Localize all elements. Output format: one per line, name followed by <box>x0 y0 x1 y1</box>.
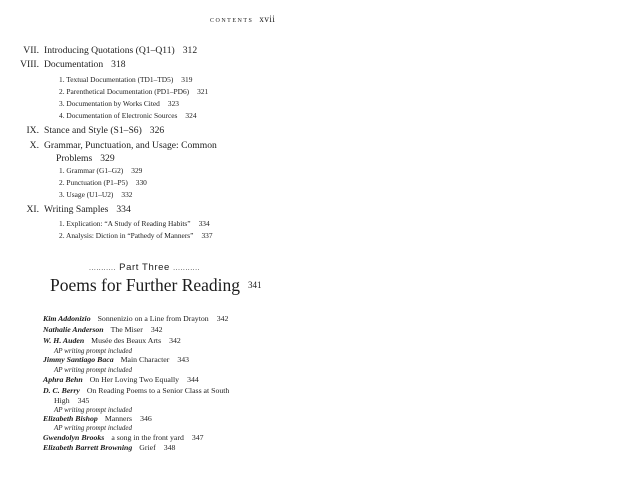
entry-note: AP writing prompt included <box>54 347 132 355</box>
entry-title: On Reading Poems to a Senior Class at South <box>86 386 230 395</box>
toc-entry <box>43 355 189 364</box>
entry-title: Musée des Beaux Arts <box>91 336 162 345</box>
entry-page: 348 <box>163 443 176 452</box>
entry-title: a song in the front yard <box>111 433 184 442</box>
section-number: X. <box>29 140 39 151</box>
part-title-page: 341 <box>248 280 262 290</box>
subsection-title: 3. Documentation by Works Cited <box>59 99 160 108</box>
entry-page: 342 <box>150 325 163 334</box>
toc-subsection <box>59 178 147 187</box>
entry-page: 347 <box>191 433 204 442</box>
section-page: 329 <box>100 153 115 164</box>
part-dots-right: ........... <box>173 265 201 272</box>
entry-note: AP writing prompt included <box>54 424 132 432</box>
entry-title: Sonnenizio on a Line from Drayton <box>97 314 209 323</box>
section-page: 312 <box>182 45 198 56</box>
part-dots-left: ........... <box>89 265 116 272</box>
toc-entry <box>43 336 181 345</box>
subsection-page: 337 <box>201 231 213 240</box>
entry-page: 345 <box>77 396 90 405</box>
section-number: VIII. <box>20 59 39 70</box>
entry-author: W. H. Auden <box>43 336 85 345</box>
subsection-page: 319 <box>181 75 193 84</box>
entry-author: Jimmy Santiago Baca <box>43 355 114 364</box>
subsection-page: 324 <box>185 111 197 120</box>
entry-title-continued: High <box>54 396 70 405</box>
entry-note: AP writing prompt included <box>54 366 132 374</box>
toc-section <box>17 204 131 215</box>
entry-title: Main Character <box>120 355 170 364</box>
toc-section <box>17 59 126 70</box>
subsection-page: 323 <box>167 99 179 108</box>
toc-entry <box>43 314 228 323</box>
subsection-title: 1. Explication: “A Study of Reading Habits” <box>59 219 191 228</box>
entry-title: On Her Loving Two Equally <box>89 375 180 384</box>
entry-author: Nathalie Anderson <box>43 325 104 334</box>
entry-page: 344 <box>187 375 199 384</box>
section-title: Stance and Style (S1–S6) <box>44 125 142 136</box>
toc-subsection <box>59 111 197 120</box>
toc-section <box>17 125 164 136</box>
section-number: XI. <box>26 204 39 215</box>
toc-subsection <box>59 166 142 175</box>
subsection-page: 321 <box>197 87 209 96</box>
part-heading <box>89 262 200 273</box>
toc-entry <box>43 375 199 384</box>
toc-subsection <box>59 219 210 228</box>
entry-page: 342 <box>169 336 181 345</box>
subsection-title: 1. Textual Documentation (TD1–TD5) <box>59 75 174 84</box>
subsection-title: 1. Grammar (G1–G2) <box>59 166 124 175</box>
running-head-page: xvii <box>259 14 276 24</box>
entry-page: 346 <box>140 414 152 423</box>
running-head <box>210 14 275 24</box>
subsection-page: 330 <box>135 178 147 187</box>
toc-subsection <box>59 99 179 108</box>
subsection-title: 3. Usage (U1–U2) <box>59 190 114 199</box>
section-title: Introducing Quotations (Q1–Q11) <box>44 45 175 56</box>
section-title: Grammar, Punctuation, and Usage: Common <box>44 140 217 151</box>
toc-section-continued <box>56 153 115 164</box>
toc-section <box>17 45 197 56</box>
subsection-title: 2. Analysis: Diction in “Pathedy of Manners” <box>59 231 194 240</box>
toc-entry <box>43 325 163 334</box>
section-page: 318 <box>111 59 126 70</box>
entry-title: Manners <box>104 414 133 423</box>
toc-entry <box>43 386 229 395</box>
section-page: 334 <box>116 204 131 215</box>
part-title-text: Poems for Further Reading <box>50 275 241 295</box>
subsection-page: 332 <box>121 190 133 199</box>
toc-subsection <box>59 87 208 96</box>
subsection-title: 4. Documentation of Electronic Sources <box>59 111 178 120</box>
section-title: Writing Samples <box>44 204 109 215</box>
toc-section <box>17 140 217 151</box>
entry-author: Aphra Behn <box>43 375 83 384</box>
running-head-label: contents <box>210 15 254 24</box>
entry-author: Elizabeth Bishop <box>43 414 98 423</box>
subsection-page: 334 <box>198 219 210 228</box>
subsection-title: 2. Punctuation (P1–P5) <box>59 178 128 187</box>
entry-author: D. C. Berry <box>43 386 80 395</box>
entry-author: Gwendolyn Brooks <box>43 433 105 442</box>
toc-subsection <box>59 190 132 199</box>
part-title <box>50 275 262 296</box>
entry-title: Grief <box>139 443 156 452</box>
toc-entry <box>43 414 152 423</box>
entry-title: The Miser <box>110 325 143 334</box>
section-page: 326 <box>149 125 165 136</box>
toc-entry <box>43 443 175 452</box>
section-title: Documentation <box>44 59 104 70</box>
entry-continued <box>54 396 89 405</box>
toc-subsection <box>59 75 192 84</box>
section-number: IX. <box>26 125 39 136</box>
subsection-title: 2. Parenthetical Documentation (PD1–PD6) <box>59 87 190 96</box>
part-label: Part Three <box>119 262 170 273</box>
section-number: VII. <box>23 45 39 56</box>
entry-page: 343 <box>177 355 190 364</box>
entry-author: Elizabeth Barrett Browning <box>43 443 133 452</box>
toc-entry <box>43 433 204 442</box>
toc-subsection <box>59 231 213 240</box>
subsection-page: 329 <box>131 166 143 175</box>
section-title-continued: Problems <box>56 153 93 164</box>
entry-author: Kim Addonizio <box>43 314 91 323</box>
entry-note: AP writing prompt included <box>54 406 132 414</box>
entry-page: 342 <box>216 314 229 323</box>
